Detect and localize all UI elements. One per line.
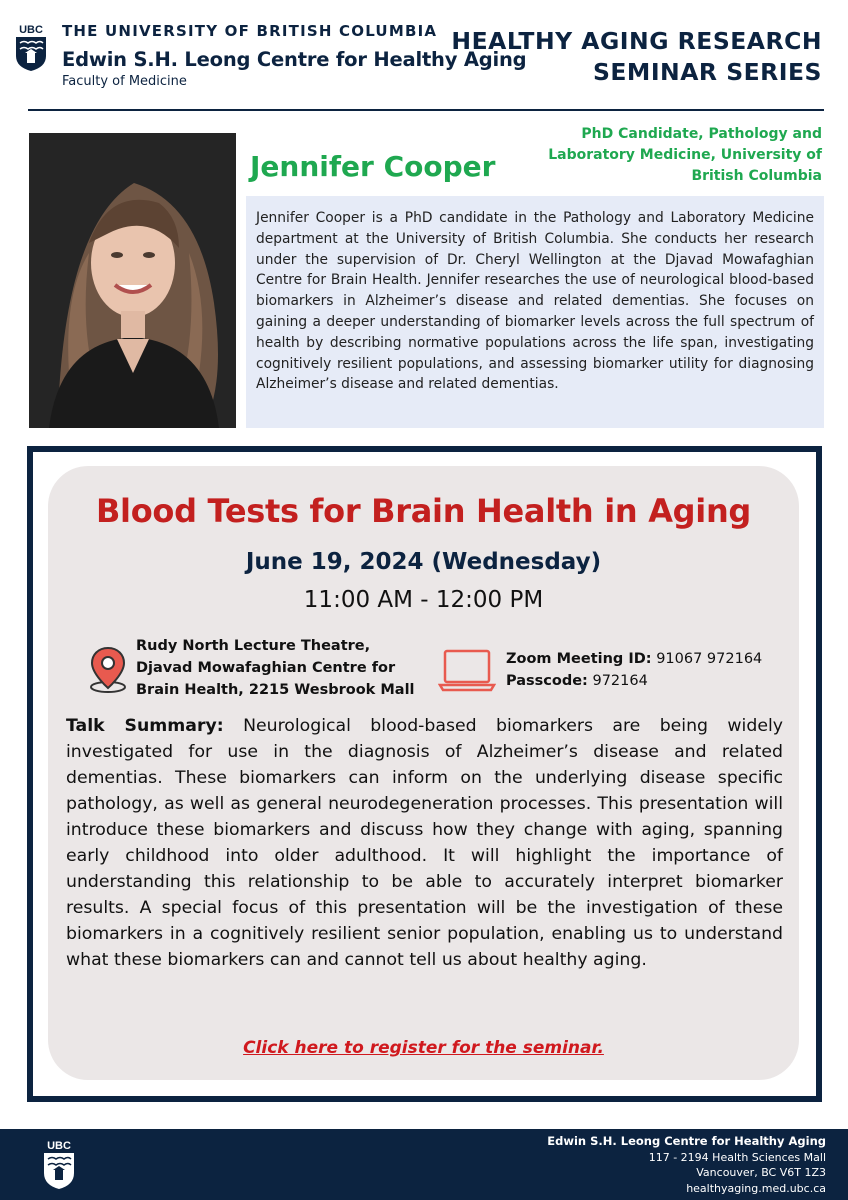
talk-title: Blood Tests for Brain Health in Aging	[95, 492, 752, 530]
talk-time: 11:00 AM - 12:00 PM	[303, 587, 544, 613]
laptop-icon	[438, 648, 496, 692]
speaker-bio-box	[246, 196, 824, 428]
series-title-line1: HEALTHY AGING RESEARCH	[451, 27, 822, 55]
zoom-id-line	[506, 648, 762, 670]
talk-summary-label: Talk Summary:	[66, 716, 224, 736]
zoom-details	[506, 648, 762, 692]
speaker-name: Jennifer Cooper	[250, 150, 496, 183]
talk-card	[48, 466, 799, 1080]
svg-text:UBC: UBC	[19, 24, 43, 36]
speaker-photo	[29, 133, 236, 428]
footer-address-line1: 117 - 2194 Health Sciences Mall	[648, 1150, 826, 1164]
university-name: THE UNIVERSITY OF BRITISH COLUMBIA	[62, 22, 438, 40]
speaker-role: PhD Candidate, Pathology and Laboratory Medicine, University of British Columbia	[548, 126, 822, 184]
series-title	[451, 26, 822, 88]
passcode-line	[506, 670, 762, 692]
zoom-id-value: 91067 972164	[656, 651, 763, 667]
talk-date: June 19, 2024 (Wednesday)	[245, 549, 602, 575]
faculty-name: Faculty of Medicine	[62, 74, 187, 89]
header-divider	[28, 109, 824, 111]
zoom-id-label: Zoom Meeting ID:	[506, 651, 652, 667]
speaker-bio: Jennifer Cooper is a PhD candidate in the Pathology and Laboratory Medicine department at the University of British Columbia. She conducts her research under the supervision of Dr. Cheryl Wellington at the Djavad Mowafaghian Centre for Brain Health. Jennifer researches the use of neurological blood-based biomarkers in Alzheimer’s disease and related dementias. She focuses on gaining a deeper understanding of biomarker levels across the full spectrum of health by describing normative populations across the life span, investigating cognitively resilient populations, and assessing biomarker utility for diagnosing Alzheimer’s disease and related dementias.	[256, 210, 814, 393]
passcode-label: Passcode:	[506, 673, 588, 689]
footer-centre-name: Edwin S.H. Leong Centre for Healthy Aging	[547, 1134, 826, 1148]
ubc-crest-icon	[14, 22, 48, 72]
talk-summary	[66, 713, 783, 973]
venue-address: Rudy North Lecture Theatre, Djavad Mowafaghian Centre for Brain Health, 2215 Wesbrook Mall	[136, 638, 415, 698]
series-title-line2: SEMINAR SERIES	[592, 58, 822, 86]
ubc-crest-icon	[42, 1138, 76, 1190]
speaker-portrait-illustration	[29, 133, 236, 428]
footer	[0, 1129, 848, 1200]
passcode-value: 972164	[592, 673, 648, 689]
footer-website-link[interactable]: healthyaging.med.ubc.ca	[686, 1181, 826, 1195]
footer-address-line2: Vancouver, BC V6T 1Z3	[696, 1166, 826, 1179]
talk-summary-text: Neurological blood-based biomarkers are being widely investigated for use in the diagnosis of Alzheimer’s disease and related dementias. These biomarkers can inform on the underlying disease specific pathology, as well as general neurodegeneration processes. This presentation will introduce these biomarkers and discuss how they change with aging, spanning early childhood into older adulthood. It will highlight the importance of understanding this relationship to be able to accurately interpret biomarker results. A special focus of this presentation will be the investigation of these biomarkers in a cognitively resilient senior population, enabling us to understand what these biomarkers can and cannot tell us about healthy aging.	[66, 716, 783, 970]
location-pin-icon	[88, 646, 128, 694]
centre-name: Edwin S.H. Leong Centre for Healthy Aging	[62, 48, 527, 71]
footer-contact	[547, 1134, 826, 1196]
register-link[interactable]: Click here to register for the seminar.	[243, 1038, 604, 1058]
svg-text:UBC: UBC	[47, 1140, 71, 1152]
